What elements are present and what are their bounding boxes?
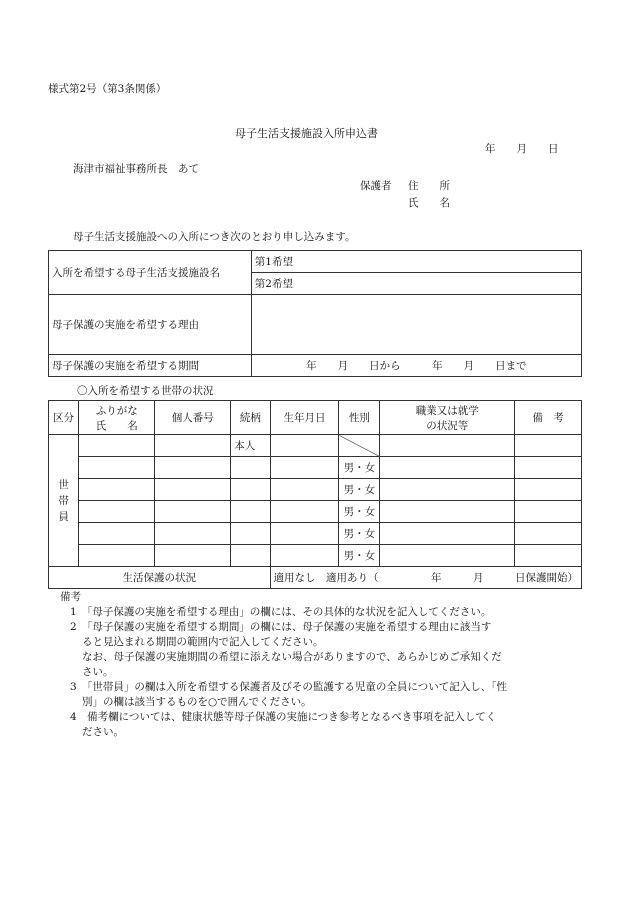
header-remarks: 備 考 [515, 401, 582, 435]
notes-section [60, 590, 584, 740]
sex-option[interactable]: 男・女 [339, 479, 380, 501]
header-category: 区分 [49, 401, 79, 435]
dob-field[interactable] [270, 457, 339, 479]
note-2-line1: 2 「母子保護の実施を希望する期間」の欄には、母子保護の実施を希望する理由に該当す [70, 621, 492, 633]
relation-field[interactable] [231, 545, 270, 567]
occupation-field[interactable] [380, 545, 515, 567]
facility-label: 入所を希望する母子生活支援施設名 [49, 251, 252, 295]
dob-field[interactable] [270, 501, 339, 523]
note-3-line2: 別」の欄は該当するものを○で囲んでください。 [82, 696, 312, 708]
remarks-field[interactable] [515, 501, 582, 523]
note-3-line1: 3 「世帯員」の欄は入所を希望する保護者及びその監護する児童の全員について記入し、「性 [70, 681, 507, 693]
header-occupation-line2: の状況等 [426, 419, 469, 432]
remarks-field[interactable] [515, 479, 582, 501]
relation-field[interactable] [231, 501, 270, 523]
occupation-field[interactable] [380, 457, 515, 479]
notes-heading: 備考 [60, 591, 81, 603]
name-field[interactable] [79, 523, 155, 545]
relation-field[interactable] [231, 457, 270, 479]
remarks-field[interactable] [515, 457, 582, 479]
id-number-field[interactable] [155, 457, 231, 479]
header-furigana: ふりがな [95, 404, 138, 417]
table-row [49, 545, 582, 567]
sex-cell-slashed [339, 435, 380, 457]
header-sex: 性別 [339, 401, 380, 435]
member-char: 帯 [58, 494, 69, 507]
header-relation: 続柄 [231, 401, 270, 435]
guardian-label: 保護者 [360, 180, 392, 192]
header-occupation-cell [380, 401, 515, 435]
period-label: 母子保護の実施を希望する期間 [49, 355, 252, 377]
sex-option[interactable]: 男・女 [339, 545, 380, 567]
header-occupation-line1: 職業又は就学 [415, 404, 479, 417]
name-field[interactable] [79, 545, 155, 567]
id-number-field[interactable] [155, 435, 231, 457]
reason-label: 母子保護の実施を希望する理由 [49, 295, 252, 355]
dob-field[interactable] [270, 545, 339, 567]
id-number-field[interactable] [155, 523, 231, 545]
reason-field[interactable] [251, 295, 581, 355]
name-field[interactable] [79, 501, 155, 523]
household-section-title: 〇入所を希望する世帯の状況 [77, 385, 214, 397]
member-char: 員 [58, 510, 69, 523]
name-label: 氏 名 [408, 197, 450, 209]
addressee: 海津市福祉事務所長 あて [73, 163, 199, 175]
header-name-cell [79, 401, 155, 435]
remarks-field[interactable] [515, 523, 582, 545]
relation-cell: 本人 [231, 435, 270, 457]
address-label: 住 所 [408, 180, 450, 192]
first-choice-label: 第1希望 [254, 256, 293, 268]
occupation-field[interactable] [380, 501, 515, 523]
form-title: 母子生活支援施設入所申込書 [235, 127, 378, 140]
header-name: 氏 名 [95, 419, 138, 432]
second-choice-field[interactable] [251, 273, 581, 295]
table-row [49, 479, 582, 501]
sex-option[interactable]: 男・女 [339, 501, 380, 523]
date-line: 年 月 日 [485, 143, 559, 155]
header-id-number: 個人番号 [155, 401, 231, 435]
note-2-line4: さい。 [82, 666, 114, 678]
occupation-field[interactable] [380, 479, 515, 501]
dob-field[interactable] [270, 435, 339, 457]
intro-text: 母子生活支援施設への入所につき次のとおり申し込みます。 [73, 231, 356, 243]
household-table [48, 400, 582, 589]
note-4-line1: 4 備考欄については、健康状態等母子保護の実施につき参考となるべき事項を記入してく [70, 711, 497, 723]
name-field[interactable] [79, 479, 155, 501]
welfare-field[interactable]: 適用なし 適用あり（ 年 月 日保護開始） [270, 567, 582, 589]
household-members-label [49, 435, 79, 567]
application-table [48, 250, 582, 377]
sex-option[interactable]: 男・女 [339, 457, 380, 479]
welfare-label: 生活保護の状況 [49, 567, 271, 589]
occupation-field[interactable] [380, 435, 515, 457]
first-choice-field[interactable] [251, 251, 581, 273]
name-field[interactable] [79, 435, 155, 457]
member-char: 世 [58, 478, 69, 491]
occupation-field[interactable] [380, 523, 515, 545]
header-dob: 生年月日 [270, 401, 339, 435]
table-row [49, 435, 582, 457]
table-row [49, 523, 582, 545]
period-field[interactable]: 年 月 日から 年 月 日まで [251, 355, 581, 377]
id-number-field[interactable] [155, 479, 231, 501]
dob-field[interactable] [270, 523, 339, 545]
sex-option[interactable]: 男・女 [339, 523, 380, 545]
table-row [49, 457, 582, 479]
id-number-field[interactable] [155, 545, 231, 567]
note-2-line2: ると見込まれる期間の範囲内で記入してください。 [82, 636, 324, 648]
table-row [49, 501, 582, 523]
note-2-line3: なお、母子保護の実施期間の希望に添えない場合がありますので、あらかじめご承知くだ [82, 651, 502, 663]
remarks-field[interactable] [515, 435, 582, 457]
remarks-field[interactable] [515, 545, 582, 567]
note-4-line2: ださい。 [82, 726, 124, 738]
id-number-field[interactable] [155, 501, 231, 523]
name-field[interactable] [79, 457, 155, 479]
dob-field[interactable] [270, 479, 339, 501]
relation-field[interactable] [231, 479, 270, 501]
note-1: 1 「母子保護の実施を希望する理由」の欄には、その具体的な状況を記入してください。 [70, 606, 492, 618]
relation-field[interactable] [231, 523, 270, 545]
second-choice-label: 第2希望 [254, 278, 293, 290]
form-number: 様式第2号（第3条関係） [48, 83, 167, 95]
